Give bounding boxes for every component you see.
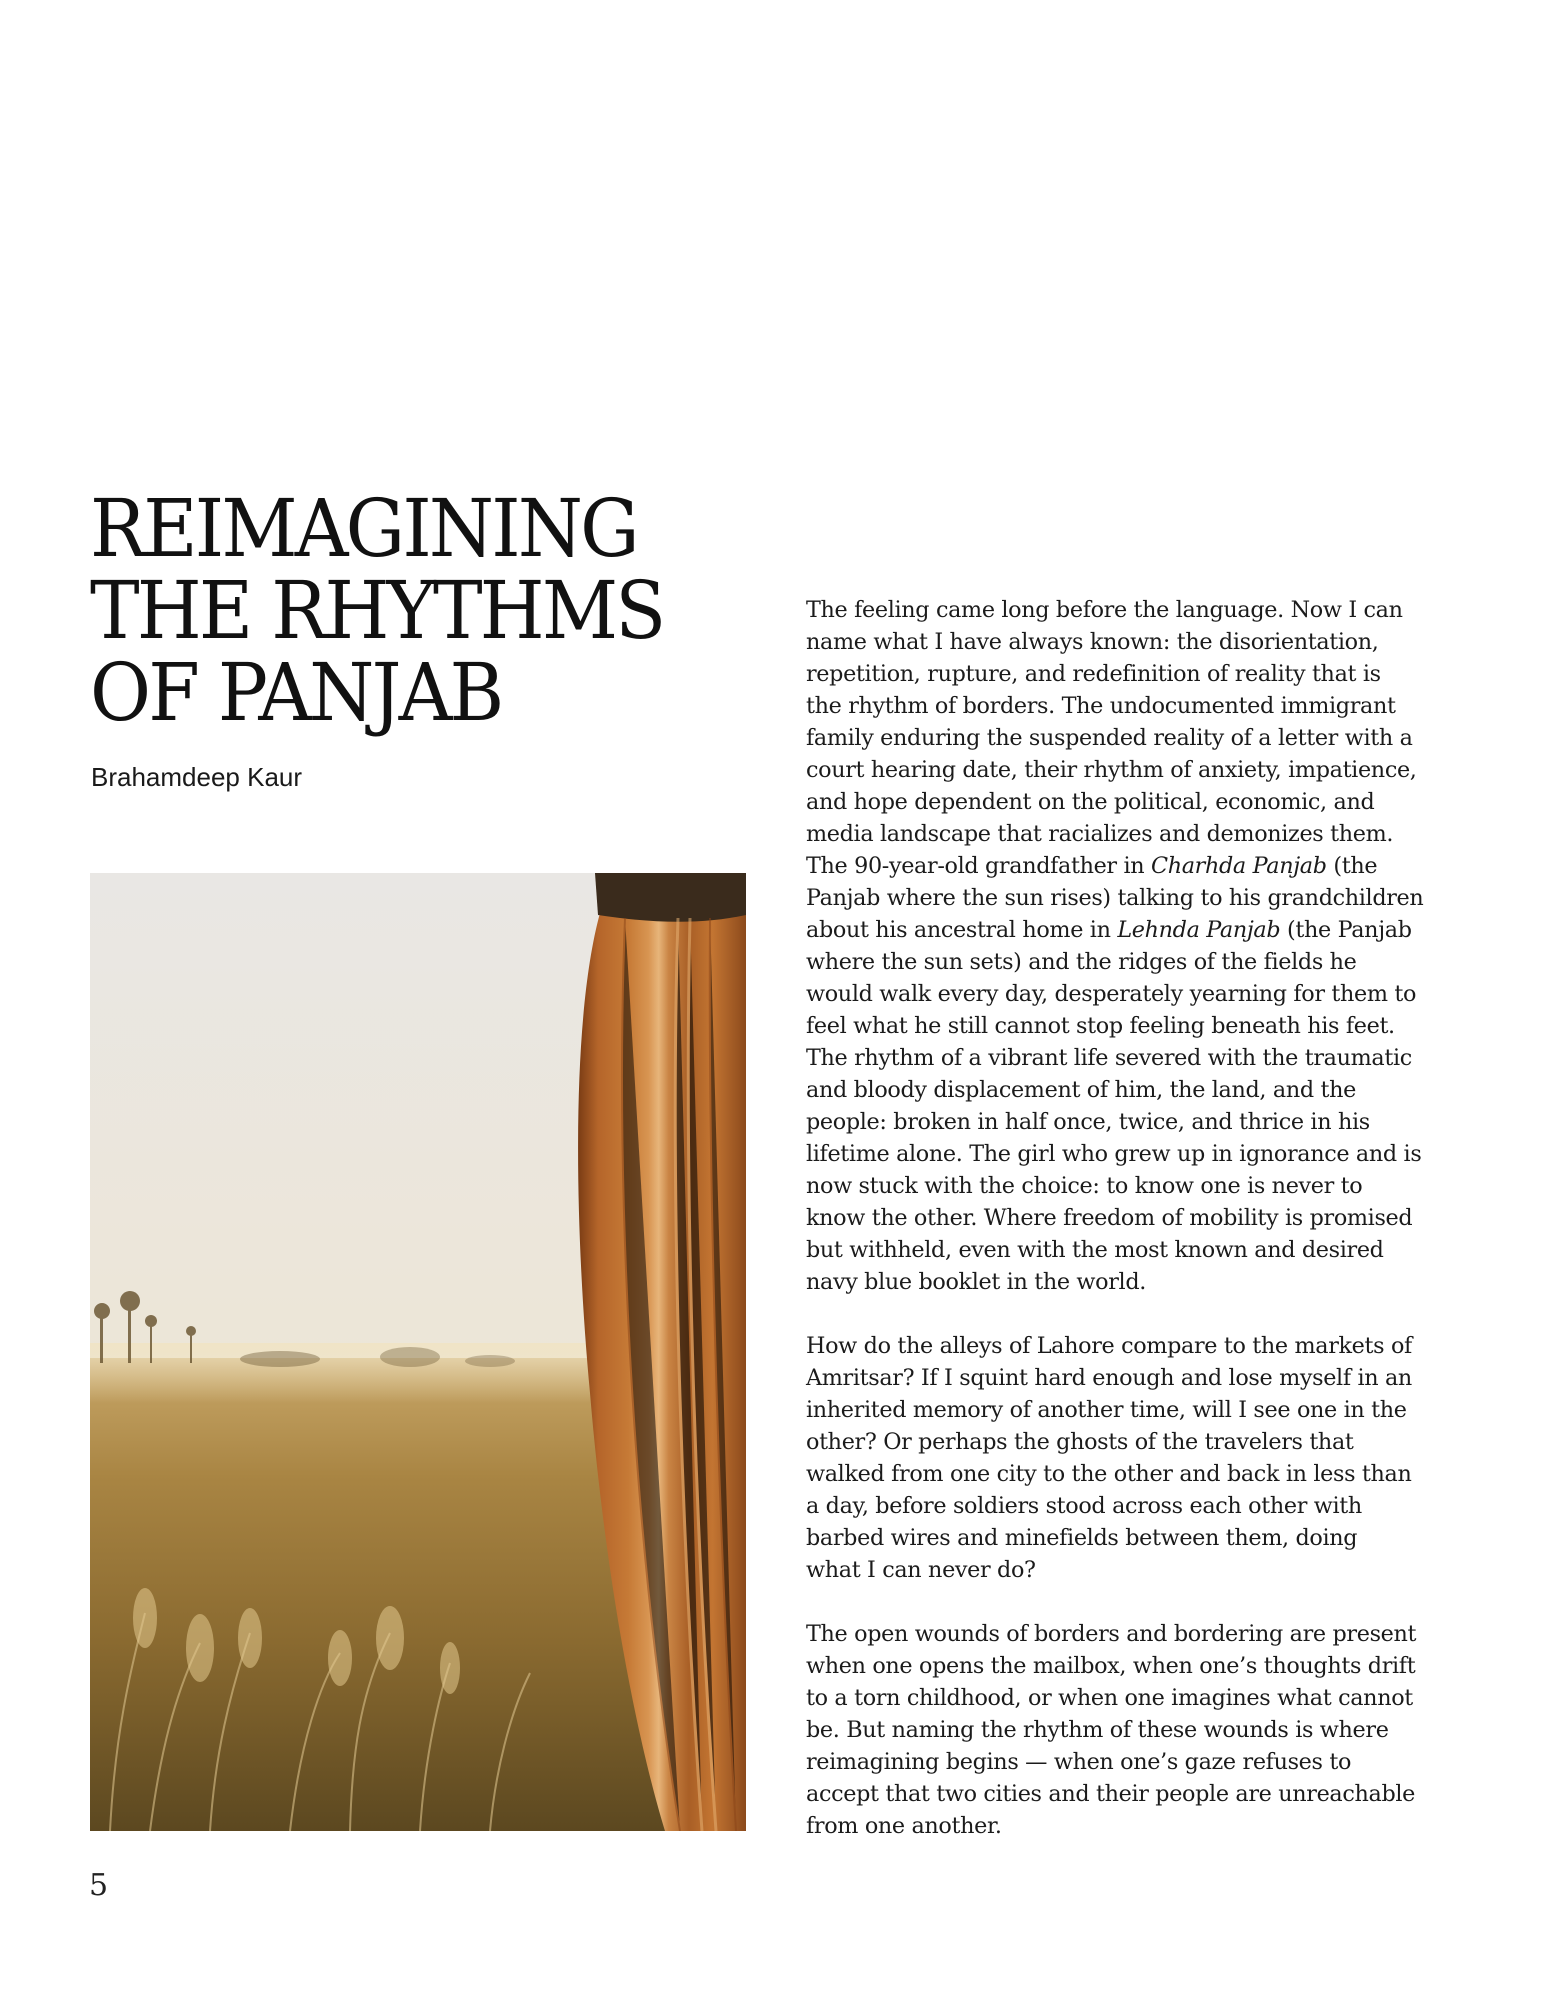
body-line: about his ancestral home in Lehnda Panjab (the Panjab — [806, 917, 1412, 943]
body-line: accept that two cities and their people are unreachable — [806, 1781, 1416, 1807]
field-curtain-photo — [90, 873, 746, 1831]
body-line: a day, before soldiers stood across each other with — [806, 1493, 1362, 1519]
body-line: the rhythm of borders. The undocumented immigrant — [806, 693, 1396, 719]
body-line: Amritsar? If I squint hard enough and lose myself in an — [806, 1365, 1412, 1391]
article-body — [806, 594, 1436, 1874]
body-line: to a torn childhood, or when one imagines what cannot — [806, 1685, 1413, 1711]
body-line: where the sun sets) and the ridges of the fields he — [806, 949, 1357, 975]
body-line: The open wounds of borders and bordering are present — [806, 1621, 1417, 1647]
body-line: court hearing date, their rhythm of anxiety, impatience, — [806, 757, 1417, 783]
body-line: and hope dependent on the political, economic, and — [806, 789, 1375, 815]
body-line: repetition, rupture, and redefinition of reality that is — [806, 661, 1381, 687]
body-line: inherited memory of another time, will I see one in the — [806, 1397, 1407, 1423]
body-line: Panjab where the sun rises) talking to his grandchildren — [806, 885, 1424, 911]
body-line: The rhythm of a vibrant life severed with the traumatic — [806, 1045, 1412, 1071]
body-line: from one another. — [806, 1813, 1002, 1839]
body-line: barbed wires and minefields between them, doing — [806, 1525, 1358, 1551]
body-line: other? Or perhaps the ghosts of the travelers that — [806, 1429, 1354, 1455]
page-number: 5 — [89, 1868, 109, 1903]
body-line: and bloody displacement of him, the land, and the — [806, 1077, 1356, 1103]
body-line: family enduring the suspended reality of a letter with a — [806, 725, 1413, 751]
body-line: How do the alleys of Lahore compare to the markets of — [806, 1333, 1412, 1359]
body-line: when one opens the mailbox, when one’s thoughts drift — [806, 1653, 1416, 1679]
title-line: REIMAGINING — [90, 482, 637, 575]
title-line: OF PANJAB — [90, 646, 502, 739]
title-line: THE RHYTHMS — [90, 564, 664, 657]
author-name: Brahamdeep Kaur — [91, 762, 303, 792]
body-line: would walk every day, desperately yearning for them to — [806, 981, 1417, 1007]
body-paragraph — [806, 594, 1436, 1298]
article-title — [90, 482, 685, 739]
body-line: know the other. Where freedom of mobility is promised — [806, 1205, 1413, 1231]
body-paragraph — [806, 1618, 1436, 1842]
body-paragraph — [806, 1330, 1436, 1586]
body-line: lifetime alone. The girl who grew up in ignorance and is — [806, 1141, 1422, 1167]
body-line: now stuck with the choice: to know one is never to — [806, 1173, 1363, 1199]
body-line: walked from one city to the other and back in less than — [806, 1461, 1412, 1487]
body-line: be. But naming the rhythm of these wounds is where — [806, 1717, 1389, 1743]
body-line: what I can never do? — [806, 1557, 1036, 1583]
body-line: reimagining begins — when one’s gaze refuses to — [806, 1749, 1352, 1775]
body-line: people: broken in half once, twice, and thrice in his — [806, 1109, 1370, 1135]
body-line: feel what he still cannot stop feeling beneath his feet. — [806, 1013, 1395, 1039]
body-line: The 90-year-old grandfather in Charhda Panjab (the — [806, 853, 1378, 879]
body-line: name what I have always known: the disorientation, — [806, 629, 1379, 655]
body-line: The feeling came long before the language. Now I can — [806, 597, 1403, 623]
body-line: but withheld, even with the most known and desired — [806, 1237, 1384, 1263]
body-line: navy blue booklet in the world. — [806, 1269, 1146, 1295]
body-line: media landscape that racializes and demonizes them. — [806, 821, 1394, 847]
